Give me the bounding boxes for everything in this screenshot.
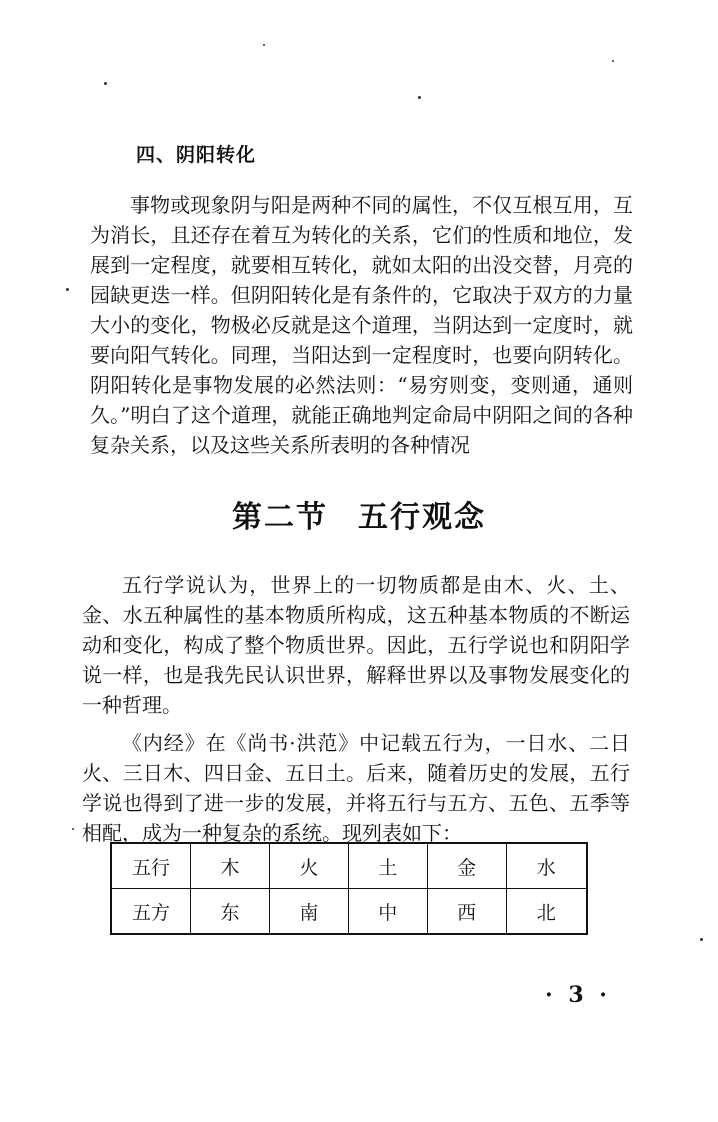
scan-speck xyxy=(612,60,614,62)
table-cell: 中 xyxy=(348,889,427,935)
subsection-heading: 四、阴阳转化 xyxy=(136,144,257,166)
scan-speck xyxy=(263,44,265,46)
scan-speck xyxy=(72,828,74,830)
table-cell: 火 xyxy=(269,843,348,889)
paragraph-yin-yang-transformation: 事物或现象阴与阳是两种不同的属性，不仅互根互用，互为消长，且还存在着互为转化的关系，它们的性质和地位，发展到一定程度，就要相互转化，就如太阳的出没交替，月亮的园缺更迭一样。但阴阳转化是有条件的，它取决于双方的力量大小的变化，物极必反就是这个道理，当阴达到一定度时，就要向阳气转化。同理，当阳达到一定程度时，也要向阴转化。阴阳转化是事物发展的必然法则：“易穷则变，变则通，通则久。”明白了这个道理，就能正确地判定命局中阴阳之间的各种复杂关系，以及这些关系所表明的各种情况 xyxy=(90,193,633,457)
scan-speck xyxy=(700,938,703,941)
table-cell: 西 xyxy=(427,889,506,935)
scan-speck xyxy=(104,82,107,85)
five-elements-table xyxy=(110,842,588,935)
page-number: · 3 · xyxy=(545,982,611,1008)
section-number: 第二节 xyxy=(232,500,328,535)
section-name: 五行观念 xyxy=(358,500,486,535)
table-row xyxy=(111,843,587,889)
table-cell: 南 xyxy=(269,889,348,935)
table-cell: 东 xyxy=(191,889,270,935)
paragraph-neijing: 《内经》在《尚书·洪范》中记载五行为，一日水、二日火、三日木、四日金、五日土。后来，随着历史的发展，五行学说也得到了进一步的发展，并将五行与五方、五色、五季等相配，成为一种复杂的系统。现列表如下： xyxy=(82,731,630,845)
table-cell: 木 xyxy=(191,843,270,889)
table-row xyxy=(111,889,587,935)
table-cell: 北 xyxy=(506,889,587,935)
table-cell: 金 xyxy=(427,843,506,889)
scan-speck xyxy=(418,96,421,99)
section-title xyxy=(0,492,718,536)
table-cell: 水 xyxy=(506,843,587,889)
table-cell: 五方 xyxy=(111,889,191,935)
paragraph-five-elements-intro: 五行学说认为，世界上的一切物质都是由木、火、土、金、水五种属性的基本物质所构成，这五种基本物质的不断运动和变化，构成了整个物质世界。因此，五行学说也和阴阳学说一样，也是我先民认识世界，解释世界以及事物发展变化的一种哲理。 xyxy=(82,573,630,717)
table-cell: 土 xyxy=(348,843,427,889)
table-cell: 五行 xyxy=(111,843,191,889)
scan-speck xyxy=(66,288,69,291)
